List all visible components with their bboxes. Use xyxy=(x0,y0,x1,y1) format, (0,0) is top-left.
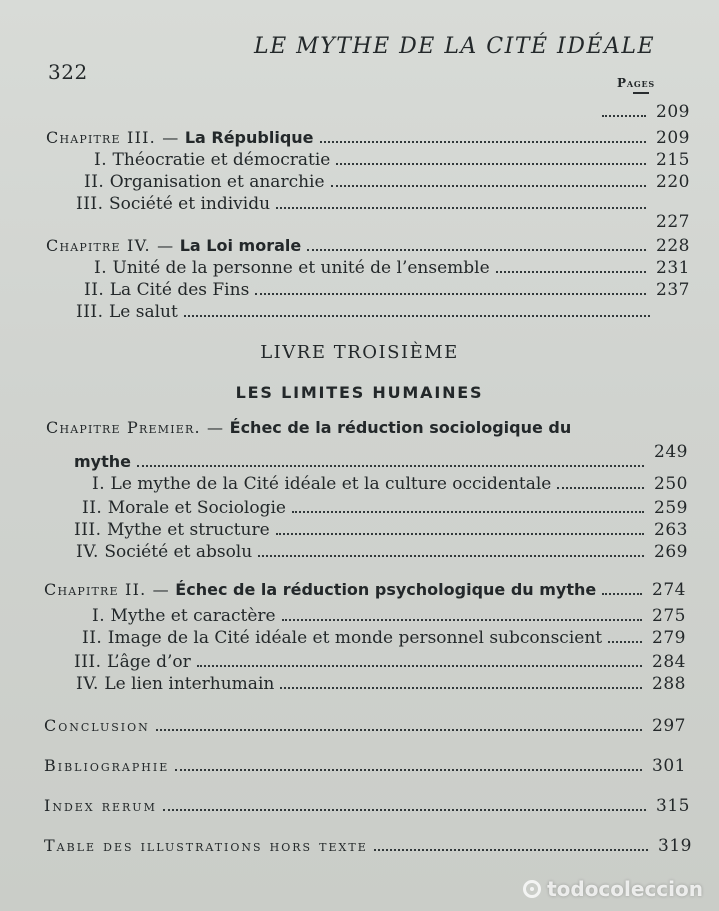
end-matter-title: Bibliographie xyxy=(44,756,170,775)
end-matter-title: Table des illustrations hors texte xyxy=(44,836,368,855)
dot-leader xyxy=(197,665,642,667)
section-text xyxy=(76,674,274,694)
chapter-label: Chapitre Premier. — xyxy=(46,418,225,437)
page-reference: 297 xyxy=(652,716,686,736)
dot-leader xyxy=(258,555,644,557)
section-numeral: III. xyxy=(76,302,104,322)
dot-leader xyxy=(255,293,646,295)
section-numeral: III. xyxy=(74,520,102,540)
section-entry xyxy=(76,190,690,232)
section-numeral: II. xyxy=(84,280,105,300)
section-text xyxy=(84,280,249,300)
chapter-entry-premier-end xyxy=(74,442,688,472)
section-text xyxy=(82,498,286,518)
chapter-title: La Loi morale xyxy=(179,236,302,255)
section-numeral: II. xyxy=(82,628,103,648)
page-reference: 315 xyxy=(656,796,690,816)
chapter-entry-text xyxy=(46,128,314,148)
page-reference: 319 xyxy=(658,836,692,856)
section-entry xyxy=(94,146,690,170)
dot-leader xyxy=(602,593,642,595)
dot-leader xyxy=(280,687,642,689)
section-text xyxy=(74,652,191,672)
section-numeral: II. xyxy=(82,498,103,518)
section-numeral: II. xyxy=(84,172,105,192)
section-entry xyxy=(76,670,686,694)
section-numeral: I. xyxy=(92,606,106,626)
section-text xyxy=(94,150,330,170)
pages-column-label: Pages xyxy=(617,76,655,90)
chapter-entry-text xyxy=(46,236,301,256)
watermark-logo-icon xyxy=(523,880,541,898)
page-reference: 228 xyxy=(656,236,690,256)
section-entry xyxy=(94,254,690,278)
chapter-entry-premier-heading xyxy=(46,418,642,438)
section-entry xyxy=(92,602,686,626)
page-reference: 231 xyxy=(656,258,690,278)
section-text xyxy=(92,606,276,626)
page-reference: 250 xyxy=(654,474,688,494)
chapter-title-line1: Échec de la réduction sociologique du xyxy=(229,418,572,437)
section-entry xyxy=(82,624,686,648)
dot-leader xyxy=(496,271,646,273)
end-matter-title: Index rerum xyxy=(44,796,157,815)
section-title: Le lien interhumain xyxy=(104,674,275,694)
watermark xyxy=(523,877,703,901)
page-reference: 301 xyxy=(652,756,686,776)
page-reference: 259 xyxy=(654,498,688,518)
dot-leader xyxy=(602,115,646,117)
dot-leader xyxy=(276,207,646,209)
section-entry xyxy=(74,516,688,540)
dot-leader xyxy=(331,185,647,187)
section-text xyxy=(94,258,490,278)
book-heading: LIVRE TROISIÈME xyxy=(260,342,459,363)
chapter-entry-two xyxy=(44,576,686,600)
section-entry xyxy=(76,298,690,322)
end-matter-entry xyxy=(44,712,686,736)
page-reference: 209 xyxy=(656,102,690,122)
dot-leader xyxy=(156,729,642,731)
chapter-title-line2: mythe xyxy=(74,452,131,471)
chapter-entry-three xyxy=(46,124,690,148)
page-reference: 263 xyxy=(654,520,688,540)
chapter-entry-four xyxy=(46,232,690,256)
section-title: Théocratie et démocratie xyxy=(112,150,331,170)
end-matter-entry xyxy=(44,752,686,776)
dot-leader xyxy=(608,641,642,643)
dot-leader xyxy=(557,487,644,489)
section-title: Mythe et structure xyxy=(106,520,270,540)
section-entry xyxy=(74,648,686,672)
page-reference: 215 xyxy=(656,150,690,170)
page-reference: 209 xyxy=(656,128,690,148)
chapter-label: Chapitre III. — xyxy=(46,128,180,147)
section-text xyxy=(76,194,270,214)
chapter-label: Chapitre IV. — xyxy=(46,236,175,255)
section-title: Le mythe de la Cité idéale et la culture occidentale xyxy=(110,474,552,494)
section-title: Morale et Sociologie xyxy=(107,498,286,518)
section-text xyxy=(76,302,178,322)
dot-leader xyxy=(184,315,650,317)
dot-leader xyxy=(320,141,647,143)
dot-leader xyxy=(137,465,644,467)
chapter-title: La République xyxy=(184,128,314,147)
section-title: Organisation et anarchie xyxy=(109,172,325,192)
section-entry xyxy=(76,538,688,562)
page-number: 322 xyxy=(48,60,88,84)
end-matter-entry xyxy=(44,792,690,816)
dot-leader xyxy=(374,849,648,851)
section-title: Société et individu xyxy=(108,194,271,214)
book-title: LES LIMITES HUMAINES xyxy=(235,383,484,402)
page-reference: 288 xyxy=(652,674,686,694)
dot-leader xyxy=(276,533,644,535)
section-entry xyxy=(82,494,688,518)
section-text xyxy=(84,172,325,192)
dot-leader xyxy=(336,163,646,165)
watermark-text: todocoleccion xyxy=(547,877,703,901)
page-reference: 284 xyxy=(652,652,686,672)
page-reference: 275 xyxy=(652,606,686,626)
section-numeral: IV. xyxy=(76,674,99,694)
top-page-entry xyxy=(596,98,690,122)
section-numeral: III. xyxy=(74,652,102,672)
section-numeral: III. xyxy=(76,194,104,214)
pages-label-rule xyxy=(633,92,649,94)
dot-leader xyxy=(307,249,646,251)
page-reference: 269 xyxy=(654,542,688,562)
section-numeral: I. xyxy=(94,150,108,170)
section-title: Image de la Cité idéale et monde personnel subconscient xyxy=(107,628,603,648)
section-numeral: I. xyxy=(94,258,108,278)
end-matter-entry xyxy=(44,832,692,856)
page-reference: 279 xyxy=(652,628,686,648)
page-reference: 227 xyxy=(656,212,690,232)
section-title: L’âge d’or xyxy=(106,652,191,672)
section-text xyxy=(76,542,252,562)
section-numeral: IV. xyxy=(76,542,99,562)
section-numeral: I. xyxy=(92,474,106,494)
chapter-entry-text xyxy=(44,580,596,600)
section-title: Le salut xyxy=(108,302,178,322)
section-entry xyxy=(92,470,688,494)
section-title: Société et absolu xyxy=(104,542,253,562)
section-text xyxy=(74,520,270,540)
page-reference: 237 xyxy=(656,280,690,300)
chapter-title: Échec de la réduction psychologique du mythe xyxy=(175,580,597,599)
chapter-label: Chapitre II. — xyxy=(44,580,170,599)
dot-leader xyxy=(292,511,644,513)
dot-leader xyxy=(163,809,646,811)
section-entry xyxy=(84,276,690,300)
section-title: La Cité des Fins xyxy=(109,280,250,300)
dot-leader xyxy=(282,619,642,621)
section-entry xyxy=(84,168,690,192)
end-matter-title: Conclusion xyxy=(44,716,150,735)
section-text xyxy=(82,628,602,648)
section-title: Unité de la personne et unité de l’ensemble xyxy=(112,258,490,278)
running-head: LE MYTHE DE LA CITÉ IDÉALE xyxy=(254,34,656,59)
page-reference: 220 xyxy=(656,172,690,192)
dot-leader xyxy=(175,769,642,771)
section-text xyxy=(92,474,551,494)
page-reference: 274 xyxy=(652,580,686,600)
section-title: Mythe et caractère xyxy=(110,606,276,626)
page-reference: 249 xyxy=(654,442,688,462)
